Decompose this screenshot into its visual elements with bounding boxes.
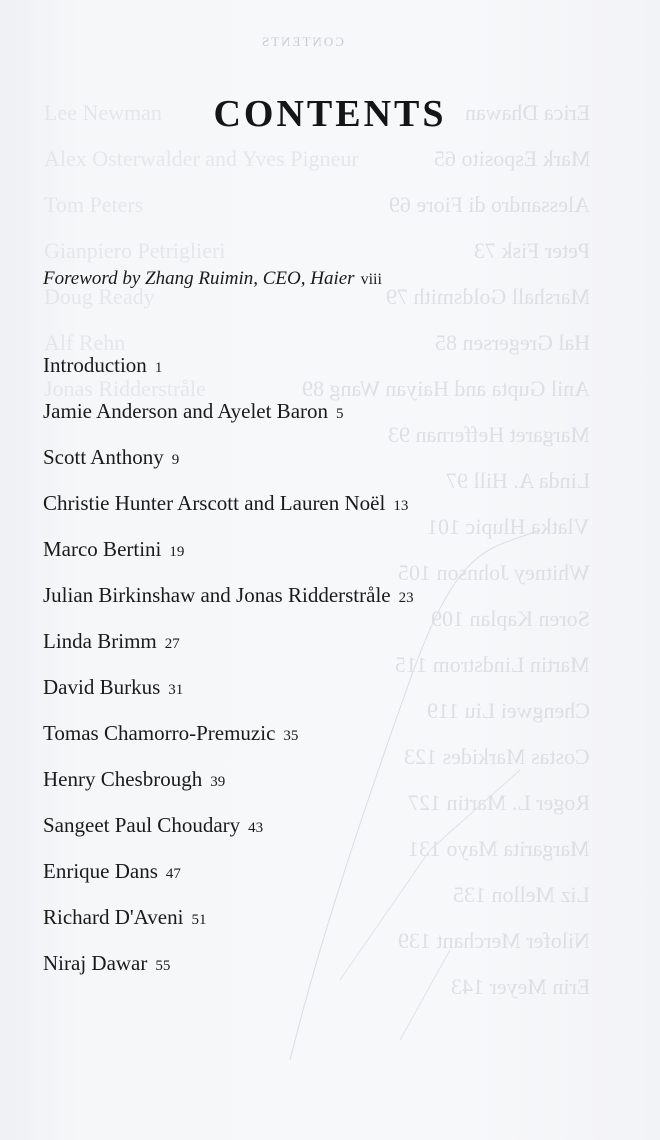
show-through-line: Martin Lindstrom 115 [395,652,590,677]
show-through-line: Erica Dhawan [464,100,590,125]
page-title: CONTENTS [213,93,447,135]
entry-name: Henry Chesbrough [43,767,203,791]
show-through-line: Mark Esposito 65 [433,146,590,171]
show-through-line: Margaret Heffernan 93 [388,422,590,447]
entry-name: Tomas Chamorro-Premuzic [43,721,276,745]
entry-name: Julian Birkinshaw and Jonas Ridderstråle [43,583,391,607]
contents-entry [43,901,414,947]
page-number: 19 [169,544,185,560]
show-through-line: Liz Mellon 135 [453,882,590,907]
entry-name: Niraj Dawar [43,951,148,975]
contents-entry [43,717,414,763]
show-through-line: Alex Osterwalder and Yves Pigneur [44,146,359,171]
show-through-line: Whitney Johnson 105 [398,560,590,585]
page-number: 43 [248,820,264,836]
page-number: 27 [164,636,180,652]
contents-entry [43,487,414,533]
page-number: 5 [336,406,344,422]
page-number: 39 [210,774,226,790]
foreword-text: Foreword by Zhang Ruimin, CEO, Haier [43,268,355,289]
entry-name: Richard D'Aveni [43,905,184,929]
contents-list [43,349,414,993]
contents-entry [43,441,414,487]
show-through-line: Alessandro di Fiore 69 [388,192,590,217]
entry-name: Sangeet Paul Choudary [43,813,241,837]
running-head: CONTENTS [260,34,344,49]
contents-entry [43,947,414,993]
show-through-line: Lee Newman [44,100,162,125]
contents-entry [43,671,414,717]
page-number: 55 [155,958,171,974]
page-number: 51 [191,912,207,928]
show-through-line: Peter Fisk 73 [473,238,590,263]
show-through-line: Anil Gupta and Haiyan Wang 89 [301,376,590,401]
show-through-line: Gianpiero Petriglieri [44,238,226,263]
entry-name: Enrique Dans [43,859,158,883]
show-through-line: Alf Rehn [44,330,126,355]
entry-name: Marco Bertini [43,537,162,561]
show-through-line: Marshall Goldsmith 79 [385,284,590,309]
contents-entry [43,809,414,855]
show-through-line: Nilofer Merchant 139 [398,928,590,953]
entry-name: Jamie Anderson and Ayelet Baron [43,399,329,423]
page-number: viii [360,271,382,288]
show-through-line: Soren Kaplan 109 [431,606,590,631]
show-through-line: Margarita Mayo 131 [408,836,590,861]
entry-name: Introduction [43,353,147,377]
foreword-entry [43,268,382,290]
show-through-line: Tom Peters [44,192,144,217]
show-through-line: Doug Ready [44,284,155,309]
page-number: 47 [165,866,181,882]
entry-name: Linda Brimm [43,629,157,653]
page-number: 1 [154,360,163,376]
contents-entry [43,855,414,901]
contents-entry [43,625,414,671]
show-through-line: Erin Meyer 143 [450,974,590,999]
show-through-line: Costas Markides 123 [404,744,590,769]
page-number: 9 [171,452,180,468]
contents-entry [43,349,414,395]
page-number: 31 [168,682,184,698]
show-through-line: Chengwei Liu 119 [427,698,590,723]
contents-entry [43,763,414,809]
show-through-line: Jonas Ridderstråle [44,376,206,401]
entry-name: Christie Hunter Arscott and Lauren Noël [43,491,386,515]
page-number: 35 [283,728,299,744]
show-through-line: Linda A. Hill 97 [445,468,590,493]
entry-name: David Burkus [43,675,161,699]
show-through-line: Roger L. Martin 127 [407,790,590,815]
show-through-line: Hal Gregersen 85 [434,330,590,355]
entry-name: Scott Anthony [43,445,164,469]
contents-entry [43,579,414,625]
page-number: 23 [398,590,414,606]
contents-entry [43,395,414,441]
show-through-line: Vlatka Hlupic 101 [427,514,590,539]
contents-entry [43,533,414,579]
page-number: 13 [393,498,409,514]
